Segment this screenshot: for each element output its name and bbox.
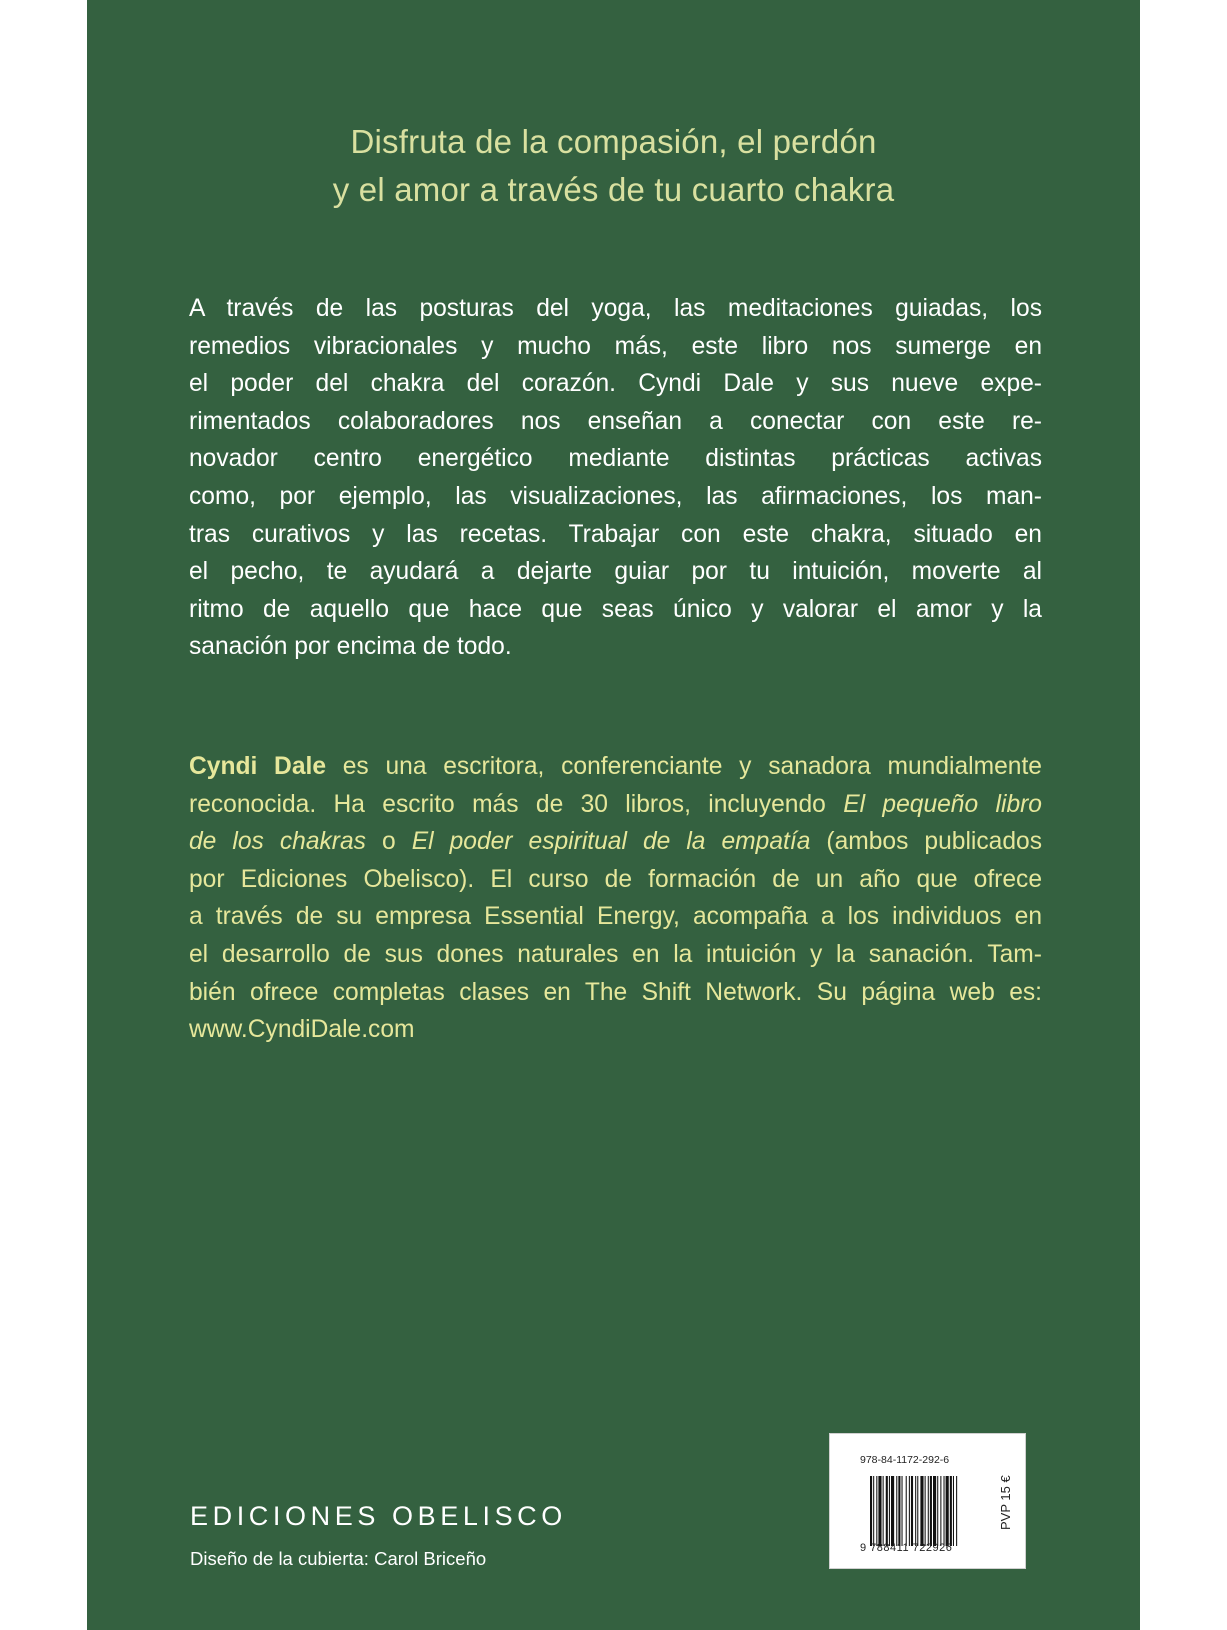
- bio-text: (ambos publicados: [810, 828, 1043, 856]
- description-line: el poder del chakra del corazón. Cyndi Dale y sus nueve expe-: [189, 370, 1042, 398]
- back-cover: [87, 0, 1140, 1630]
- description-line: como, por ejemplo, las visualizaciones, las afirmaciones, los man-: [189, 482, 1042, 510]
- bio-line: el desarrollo de sus dones naturales en la intuición y la sanación. Tam-: [189, 940, 1042, 968]
- book-title: El poder espiritual de la empatía: [411, 828, 811, 856]
- book-title: de los chakras: [189, 828, 366, 856]
- bio-text: reconocida. Ha escrito más de 30 libros, incluyendo: [189, 790, 844, 818]
- author-name: Cyndi Dale: [189, 753, 327, 780]
- tagline-line-2: y el amor a través de tu cuarto chakra: [332, 171, 895, 208]
- book-title: El pequeño libro: [843, 790, 1042, 818]
- book-description: [189, 290, 1042, 666]
- bio-line: bién ofrece completas clases en The Shift Network. Su página web es:: [189, 978, 1042, 1006]
- description-line: ritmo de aquello que hace que seas único y valorar el amor y la: [189, 595, 1042, 623]
- cover-design-credit: Diseño de la cubierta: Carol Briceño: [190, 1548, 487, 1569]
- barcode-digits: 9 788411 722926: [860, 1542, 953, 1554]
- tagline: [87, 118, 1140, 214]
- description-line: remedios vibracionales y mucho más, este libro nos sumerge en: [189, 332, 1042, 360]
- bio-line: a través de su empresa Essential Energy, acompaña a los individuos en: [189, 903, 1042, 931]
- author-bio: [189, 748, 1042, 1049]
- bio-line: [189, 748, 1042, 786]
- description-line: A través de las posturas del yoga, las meditaciones guiadas, los: [189, 295, 1042, 322]
- price-label: PVP 15 €: [998, 1475, 1013, 1530]
- description-line: tras curativos y las recetas. Trabajar con este chakra, situado en: [189, 520, 1042, 548]
- bio-line: [189, 823, 1042, 861]
- description-line: sanación por encima de todo.: [189, 633, 512, 661]
- barcode-panel: [829, 1433, 1026, 1569]
- isbn-label: 978-84-1172-292-6: [860, 1454, 950, 1466]
- tagline-line-1: Disfruta de la compasión, el perdón: [350, 123, 877, 160]
- description-line: rimentados colaboradores nos enseñan a conectar con este re-: [189, 407, 1042, 435]
- description-line: novador centro energético mediante distintas prácticas activas: [189, 445, 1042, 473]
- description-line: el pecho, te ayudará a dejarte guiar por tu intuición, moverte al: [189, 558, 1042, 586]
- bio-line: por Ediciones Obelisco). El curso de formación de un año que ofrece: [189, 865, 1042, 893]
- bio-text: es una escritora, conferenciante y sanadora mundialmente: [326, 753, 1042, 780]
- author-website: www.CyndiDale.com: [189, 1016, 415, 1044]
- barcode-image: [870, 1476, 992, 1546]
- bio-text: o: [365, 828, 412, 856]
- publisher-name: EDICIONES OBELISCO: [190, 1501, 567, 1531]
- bio-line: [189, 786, 1042, 824]
